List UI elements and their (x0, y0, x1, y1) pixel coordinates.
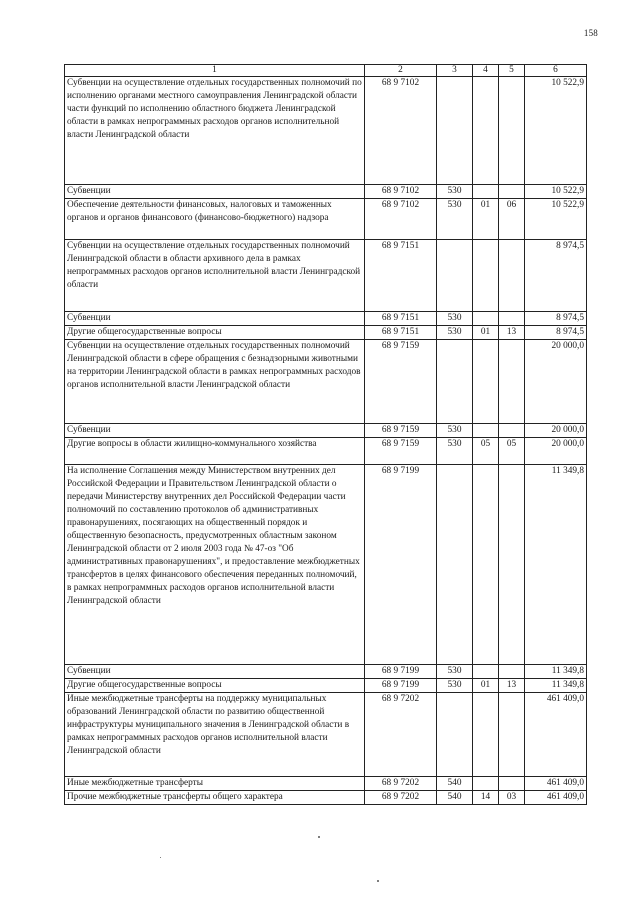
row-sum: 461 409,0 (525, 791, 587, 805)
row-sum: 20 000,0 (525, 424, 587, 438)
row-vr (437, 77, 473, 185)
header-cell: 4 (473, 65, 499, 77)
row-pr: 03 (499, 791, 525, 805)
scan-speck (377, 880, 379, 882)
header-row (65, 65, 587, 77)
table-row (65, 185, 587, 199)
row-vr: 540 (437, 777, 473, 791)
row-pr (499, 777, 525, 791)
table-row (65, 665, 587, 679)
row-code: 68 9 7202 (365, 693, 437, 777)
row-pr: 13 (499, 679, 525, 693)
row-code: 68 9 7159 (365, 424, 437, 438)
row-rz (473, 340, 499, 424)
row-vr: 530 (437, 424, 473, 438)
row-rz: 01 (473, 199, 499, 240)
row-sum: 10 522,9 (525, 199, 587, 240)
table-row (65, 693, 587, 777)
row-vr (437, 340, 473, 424)
table-row (65, 777, 587, 791)
table-row (65, 465, 587, 665)
row-pr (499, 665, 525, 679)
row-rz (473, 240, 499, 312)
row-name: Субвенции (65, 424, 365, 438)
row-vr: 530 (437, 665, 473, 679)
row-pr (499, 340, 525, 424)
row-name: Другие общегосударственные вопросы (65, 326, 365, 340)
row-sum: 11 349,8 (525, 679, 587, 693)
table-row (65, 340, 587, 424)
row-rz (473, 312, 499, 326)
row-pr (499, 185, 525, 199)
table-row (65, 679, 587, 693)
row-vr (437, 693, 473, 777)
table-row (65, 326, 587, 340)
row-rz (473, 185, 499, 199)
row-code: 68 9 7199 (365, 465, 437, 665)
scan-speck (160, 857, 161, 858)
row-sum: 11 349,8 (525, 465, 587, 665)
row-name: Субвенции (65, 185, 365, 199)
row-name: Субвенции (65, 665, 365, 679)
row-name: Субвенции на осуществление отдельных государственных полномочий по исполнению органами местного самоуправления Ленинградской области части функций по исполнению областного бюджета Ленинградской области в рамках непрограммных расходов органов исполнительной власти Ленинградской области (65, 77, 365, 185)
row-code: 68 9 7151 (365, 326, 437, 340)
header-cell: 2 (365, 65, 437, 77)
row-rz (473, 665, 499, 679)
table-row (65, 424, 587, 438)
table-row (65, 240, 587, 312)
table-row (65, 199, 587, 240)
row-rz: 01 (473, 679, 499, 693)
row-code: 68 9 7199 (365, 679, 437, 693)
row-rz (473, 777, 499, 791)
row-rz: 05 (473, 438, 499, 465)
row-pr (499, 240, 525, 312)
row-code: 68 9 7151 (365, 240, 437, 312)
row-sum: 20 000,0 (525, 340, 587, 424)
row-code: 68 9 7102 (365, 199, 437, 240)
row-pr: 13 (499, 326, 525, 340)
row-vr (437, 465, 473, 665)
row-rz: 14 (473, 791, 499, 805)
row-pr (499, 465, 525, 665)
budget-table (64, 64, 587, 805)
row-pr (499, 312, 525, 326)
row-pr (499, 77, 525, 185)
row-name: Другие общегосударственные вопросы (65, 679, 365, 693)
header-cell: 5 (499, 65, 525, 77)
row-sum: 8 974,5 (525, 312, 587, 326)
row-code: 68 9 7102 (365, 77, 437, 185)
row-rz: 01 (473, 326, 499, 340)
row-pr (499, 424, 525, 438)
row-code: 68 9 7202 (365, 791, 437, 805)
row-sum: 20 000,0 (525, 438, 587, 465)
row-vr: 540 (437, 791, 473, 805)
row-rz (473, 465, 499, 665)
row-pr (499, 693, 525, 777)
table-row (65, 791, 587, 805)
row-vr: 530 (437, 438, 473, 465)
row-sum: 461 409,0 (525, 693, 587, 777)
row-rz (473, 693, 499, 777)
row-code: 68 9 7151 (365, 312, 437, 326)
row-code: 68 9 7199 (365, 665, 437, 679)
table-row (65, 77, 587, 185)
header-cell: 6 (525, 65, 587, 77)
scan-speck (318, 836, 320, 838)
row-name: Субвенции на осуществление отдельных государственных полномочий Ленинградской области в сфере обращения с безнадзорными животными на территории Ленинградской области в рамках непрограммных расходов органов исполнительной власти Ленинградской области (65, 340, 365, 424)
header-cell: 3 (437, 65, 473, 77)
row-sum: 10 522,9 (525, 77, 587, 185)
row-pr: 05 (499, 438, 525, 465)
row-name: Прочие межбюджетные трансферты общего характера (65, 791, 365, 805)
row-rz (473, 424, 499, 438)
row-sum: 11 349,8 (525, 665, 587, 679)
row-sum: 8 974,5 (525, 240, 587, 312)
row-sum: 10 522,9 (525, 185, 587, 199)
row-name: Иные межбюджетные трансферты (65, 777, 365, 791)
row-name: Иные межбюджетные трансферты на поддержку муниципальных образований Ленинградской области по развитию общественной инфраструктуры муниципального значения в Ленинградской области в рамках непрограммных расходов органов исполнительной власти Ленинградской области (65, 693, 365, 777)
row-name: На исполнение Соглашения между Министерством внутренних дел Российской Федерации и Правительством Ленинградской области о передачи Министерству внутренних дел Российской Федерации части полномочий по составлению протоколов об административных правонарушениях, посягающих на общественный порядок и общественную безопасность, предусмотренных областным законом Ленинградской области от 2 июля 2003 года № 47-оз "Об административных правонарушениях", и предоставление межбюджетных трансфертов в целях финансового обеспечения переданных полномочий, в рамках непрограммных расходов органов исполнительной власти Ленинградской области (65, 465, 365, 665)
row-vr: 530 (437, 326, 473, 340)
row-name: Субвенции на осуществление отдельных государственных полномочий Ленинградской области в области архивного дела в рамках непрограммных расходов органов исполнительной власти Ленинградской области (65, 240, 365, 312)
row-code: 68 9 7202 (365, 777, 437, 791)
row-name: Другие вопросы в области жилищно-коммунального хозяйства (65, 438, 365, 465)
header-cell: 1 (65, 65, 365, 77)
row-vr: 530 (437, 312, 473, 326)
table-row (65, 438, 587, 465)
row-vr: 530 (437, 679, 473, 693)
row-vr: 530 (437, 199, 473, 240)
row-sum: 8 974,5 (525, 326, 587, 340)
table-row (65, 312, 587, 326)
row-code: 68 9 7159 (365, 340, 437, 424)
row-sum: 461 409,0 (525, 777, 587, 791)
row-vr: 530 (437, 185, 473, 199)
row-name: Субвенции (65, 312, 365, 326)
page-number: 158 (583, 28, 598, 38)
row-code: 68 9 7159 (365, 438, 437, 465)
row-pr: 06 (499, 199, 525, 240)
row-rz (473, 77, 499, 185)
row-vr (437, 240, 473, 312)
row-code: 68 9 7102 (365, 185, 437, 199)
row-name: Обеспечение деятельности финансовых, налоговых и таможенных органов и органов финансового (финансово-бюджетного) надзора (65, 199, 365, 240)
